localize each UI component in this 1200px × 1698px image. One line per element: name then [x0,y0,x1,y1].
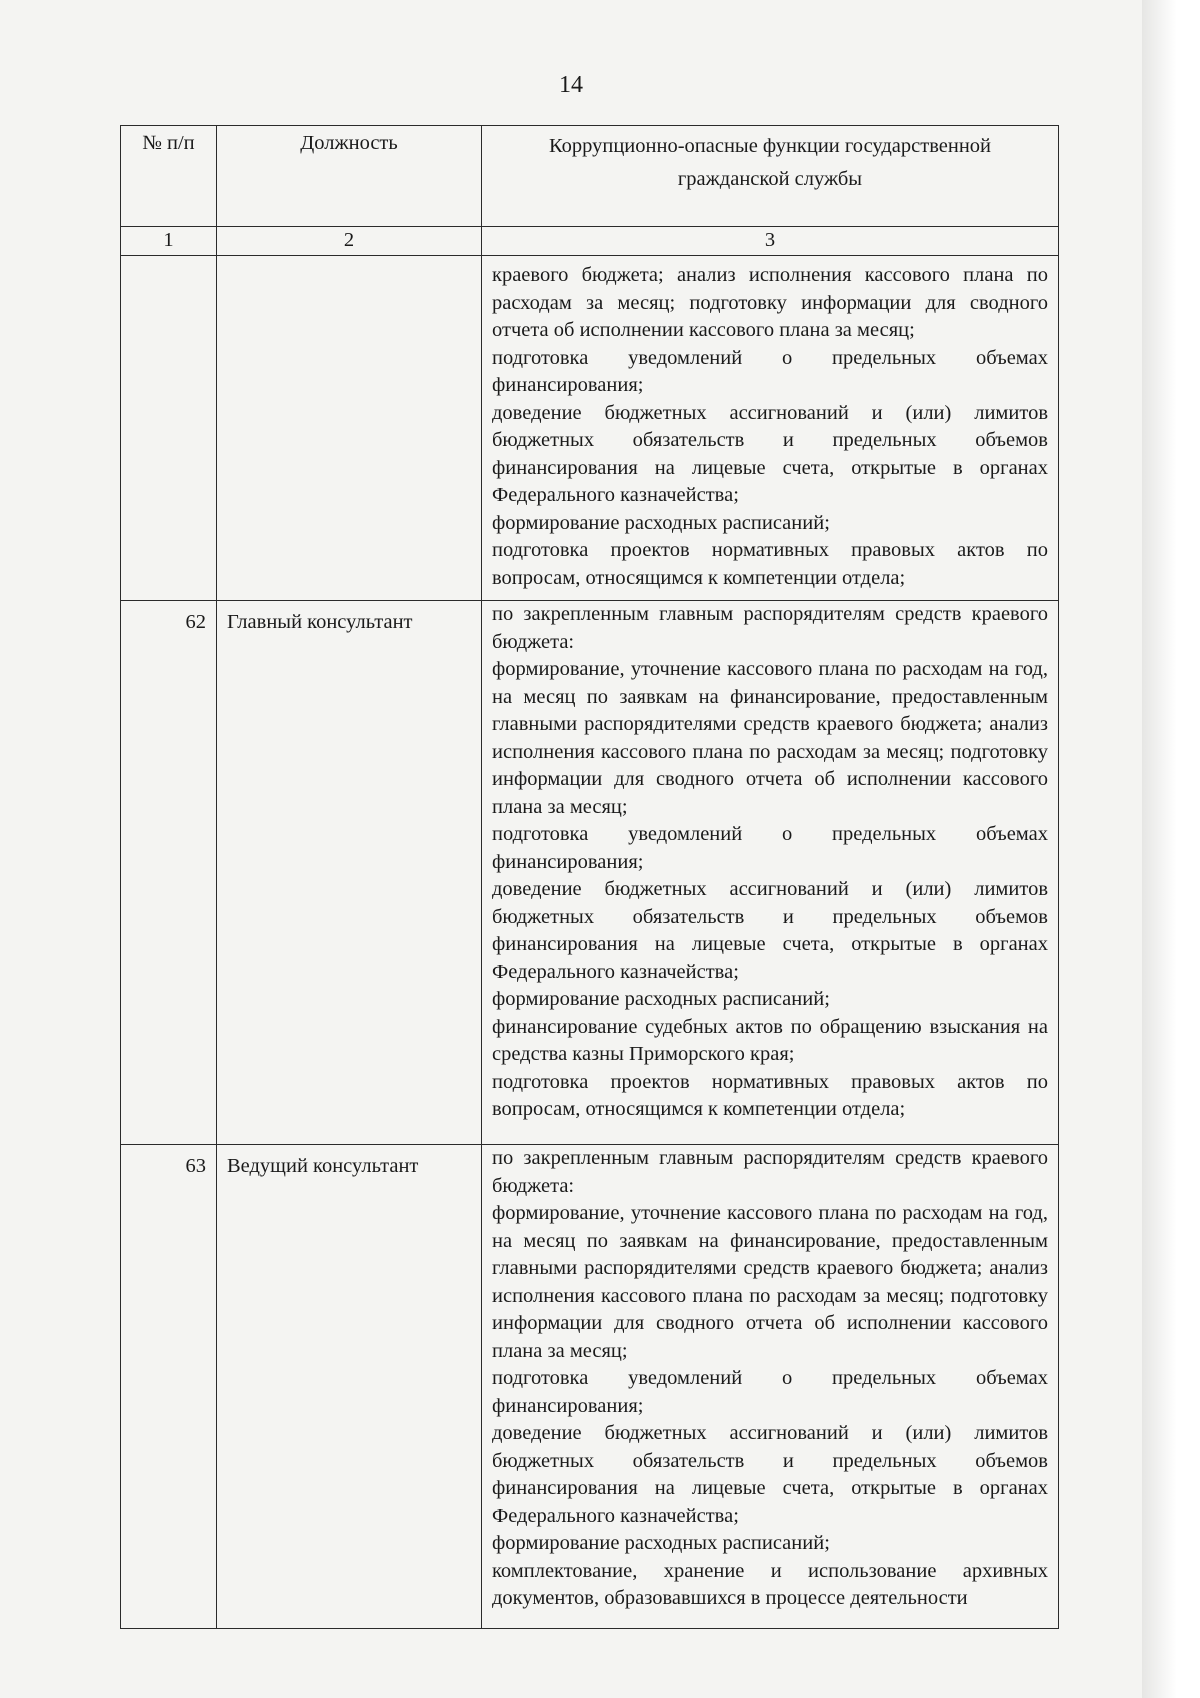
row-functions [482,1145,1059,1629]
row-position: Ведущий консультант [217,1145,482,1629]
function-item: финансирование судебных актов по обращению взыскания на средства казны Приморского края; [492,1015,1048,1065]
function-item: формирование, уточнение кассового плана по расходам на год, на месяц по заявкам на финансирование, предоставленным главными распорядителями средств краевого бюджета; анализ исполнения кассового плана по расходам за месяц; подготовку информации для сводного отчета об исполнении кассового плана за месяц; [492,658,1048,818]
function-item: доведение бюджетных ассигнований и (или) лимитов бюджетных обязательств и предельных объемов финансирования на лицевые счета, открытые в органах Федерального казначейства; [492,401,1048,506]
column-number-1: 1 [121,227,217,256]
page-number: 14 [559,72,583,98]
function-item: подготовка проектов нормативных правовых актов по вопросам, относящимся к компетенции отдела; [492,1070,1048,1120]
row-number: 62 [121,601,217,1145]
column-number-2: 2 [217,227,482,256]
header-number: № п/п [121,126,217,227]
table-header-row [121,126,1059,227]
function-item: формирование, уточнение кассового плана по расходам на год, на месяц по заявкам на финансирование, предоставленным главными распорядителями средств краевого бюджета; анализ исполнения кассового плана по расходам за месяц; подготовку информации для сводного отчета об исполнении кассового плана за месяц; [492,1202,1048,1362]
column-number-row [121,227,1059,256]
function-item: формирование расходных расписаний; [492,1532,830,1554]
function-item: доведение бюджетных ассигнований и (или) лимитов бюджетных обязательств и предельных объемов финансирования на лицевые счета, открытые в органах Федерального казначейства; [492,1422,1048,1527]
row-number [121,256,217,601]
row-functions [482,256,1059,601]
function-item: формирование расходных расписаний; [492,988,830,1010]
header-functions: Коррупционно-опасные функции государственной гражданской службы [482,126,1059,227]
row-position: Главный консультант [217,601,482,1145]
page-edge-shadow [1142,0,1200,1698]
positions-table [120,125,1059,1629]
function-item: краевого бюджета; анализ исполнения кассового плана по расходам за месяц; подготовку информации для сводного отчета об исполнении кассового плана за месяц; [492,264,1048,341]
function-item: по закрепленным главным распорядителям средств краевого бюджета: [492,1147,1048,1197]
function-item: подготовка уведомлений о предельных объемах финансирования; [492,823,1048,873]
function-item: формирование расходных расписаний; [492,511,830,534]
table-row [121,601,1059,1145]
row-functions [482,601,1059,1145]
function-item: подготовка уведомлений о предельных объемах финансирования; [492,346,1048,396]
function-item: подготовка уведомлений о предельных объемах финансирования; [492,1367,1048,1417]
row-number: 63 [121,1145,217,1629]
function-item: подготовка проектов нормативных правовых актов по вопросам, относящимся к компетенции отдела; [492,539,1048,589]
table-row [121,256,1059,601]
column-number-3: 3 [482,227,1059,256]
row-position [217,256,482,601]
table-row [121,1145,1059,1629]
function-item: по закрепленным главным распорядителям средств краевого бюджета: [492,603,1048,653]
header-position: Должность [217,126,482,227]
function-item: комплектование, хранение и использование архивных документов, образовавшихся в процессе деятельности [492,1559,1048,1609]
function-item: доведение бюджетных ассигнований и (или) лимитов бюджетных обязательств и предельных объемов финансирования на лицевые счета, открытые в органах Федерального казначейства; [492,878,1048,983]
